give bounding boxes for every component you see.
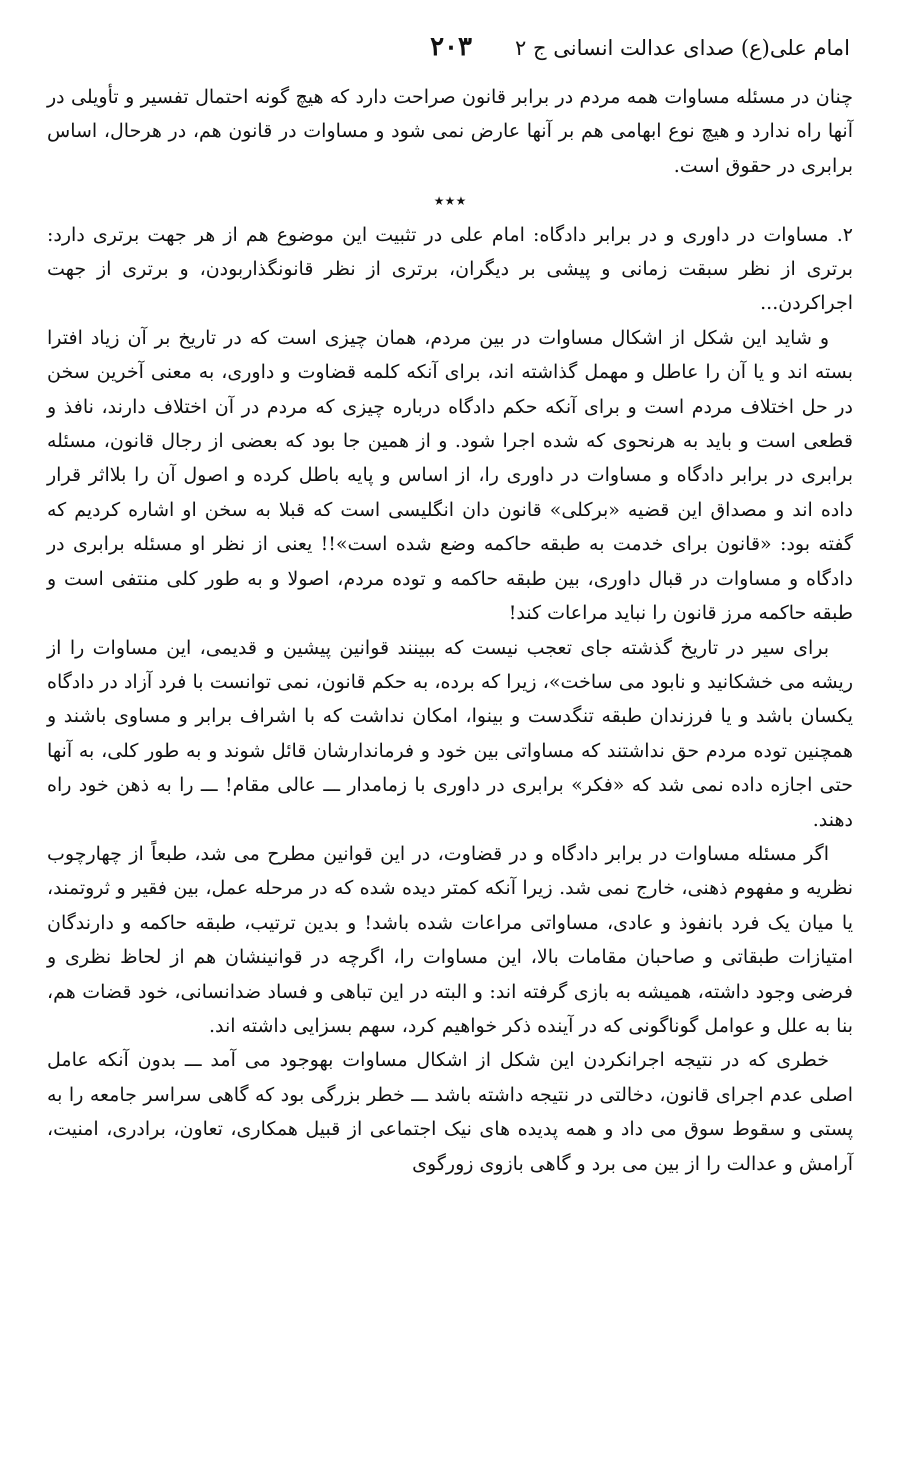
paragraph-3: و شاید این شکل از اشکال مساوات در بین مردم، همان چیزی است که در تاریخ بر آن زیاد افترا بسته اند و یا آن را عاطل و مهمل گذاشته اند، برای آنکه کلمه قضاوت و داوری، به معنی آخرین سخن در حل اختلاف مردم است و برای آنکه حکم دادگاه درباره چیزی که مردم در آن اختلاف دارند، نافذ و قطعی است و باید به هرنحوی که شده اجرا شود. و از همین جا بود که بعضی از رجال قانون، مسئله برابری در برابر دادگاه و مساوات در داوری را، از اساس و پایه باطل کرده و اصول آن را بلااثر قرار داده اند و مصداق این قضیه «برکلی» قانون دان انگلیسی است که قبلا به سخن او اشاره کردیم که گفته بود: «قانون برای خدمت به طبقه حاکمه وضع شده است»!! یعنی از نظر او مسئله برابری در دادگاه و مساوات در قبال داوری، بین طبقه حاکمه و توده مردم، اصولا و به طور کلی منتفی است و طبقه حاکمه مرز قانون را نباید مراعات کند!	[47, 326, 853, 625]
page-header	[50, 30, 850, 70]
page-number: ۲۰۳	[430, 32, 472, 62]
paragraph-2: ۲. مساوات در داوری و در برابر دادگاه: امام علی در تثبیت این موضوع هم از هر جهت برتری دارد: برتری از نظر سبقت زمانی و پیشی بر دیگران، برتری از نظر قانونگذاربودن، و برتری از جهت اجراکردن...	[47, 223, 853, 315]
paragraph-4: برای سیر در تاریخ گذشته جای تعجب نیست که ببینند قوانین پیشین و قدیمی، این مساوات را از ریشه می خشکانید و نابود می ساخت»، زیرا که برده، به حکم قانون، نمی توانست با فرد آزاد در دادگاه یکسان باشد و یا فرزندان طبقه تنگدست و بینوا، امکان نداشت که با اشراف برابر و مساوی باشند و همچنین توده مردم حق نداشتند که مساواتی بین خود و فرماندارشان قائل شوند و به طور کلی، به آنها حتی اجازه داده نمی شد که «فکر» برابری در داوری با زمامدار ـــ عالی مقام! ـــ را به ذهن خود راه دهند.	[47, 636, 853, 831]
paragraph-6: خطری که در نتیجه اجرانکردن این شکل از اشکال مساوات بهوجود می آمد ـــ بدون آنکه عامل اصلی عدم اجرای قانون، دخالتی در نتیجه داشته باشد ـــ خطر بزرگی بود که گاهی سراسر جامعه را به پستی و سقوط سوق می داد و همه پدیده های نیک اجتماعی از قبیل همکاری، تعاون، برادری، امنیت، آرامش و عدالت را از بین می برد و گاهی بازوی زورگوی	[47, 1049, 853, 1175]
paragraph-5: اگر مسئله مساوات در برابر دادگاه و در قضاوت، در این قوانین مطرح می شد، طبعاً از چهارچوب نظریه و مفهوم ذهنی، خارج نمی شد. زیرا آنکه کمتر دیده شده که در مرحله عمل، بین فقیر و ثروتمند، یا میان یک فرد بانفوذ و عادی، مساواتی مراعات شده باشد! و بدین ترتیب، طبقه حاکمه و دارندگان امتیازات طبقاتی و صاحبان مقامات بالا، این مساوات را، اگرچه در قوانینشان هم از لحاظ نظری و فرضی وجود داشته، همیشه به بازی گرفته اند: و البته در این تباهی و فساد ضدانسانی، خود قضات هم، بنا به علل و عوامل گوناگونی که در آینده ذکر خواهیم کرد، سهم بسزایی داشته اند.	[47, 842, 853, 1037]
paragraph-1: چنان در مسئله مساوات همه مردم در برابر قانون صراحت دارد که هیچ گونه احتمال تفسیر و تأویلی در آنها راه ندارد و هیچ نوع ابهامی هم بر آنها عارض نمی شود و مساوات در قانون هم، در هرحال، اساس برابری در حقوق است.	[47, 86, 853, 177]
running-title: امام علی(ع) صدای عدالت انسانی ج ۲	[515, 36, 850, 60]
section-divider-stars: ٭٭٭	[433, 188, 467, 213]
page-body	[47, 80, 853, 1181]
